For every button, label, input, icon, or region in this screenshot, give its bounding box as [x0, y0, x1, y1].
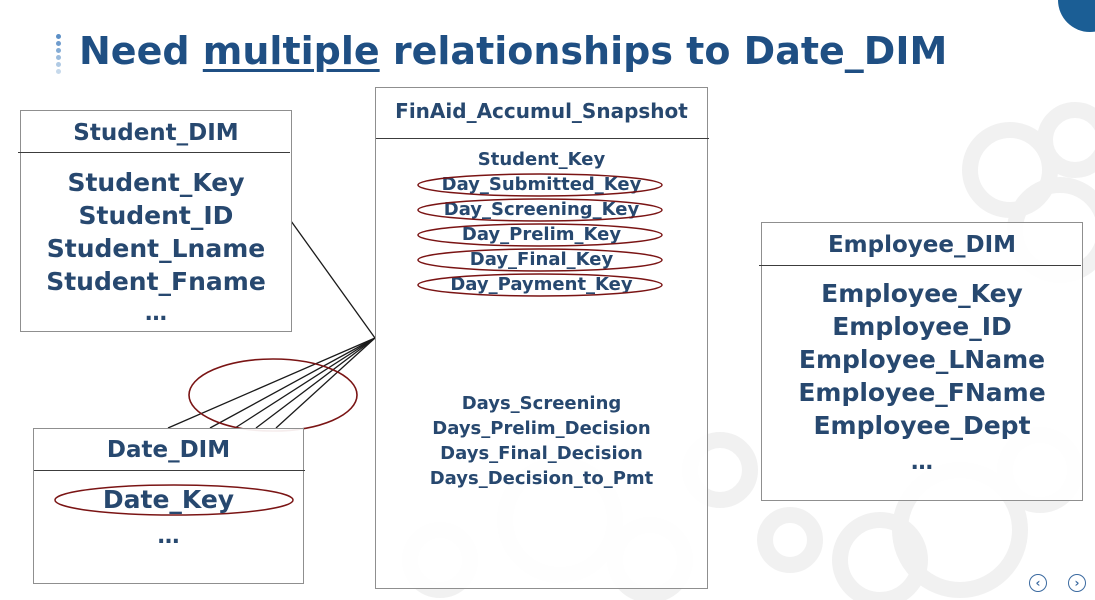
bullet-dots-icon	[54, 34, 64, 76]
key-highlights	[376, 88, 709, 318]
student-key-field: Student_Key	[67, 168, 245, 197]
employee-dim-title: Employee_DIM	[827, 232, 1017, 258]
date-relationship-line-2	[210, 338, 375, 428]
employee-more-ellipsis: …	[911, 450, 933, 475]
title-emphasis: multiple	[202, 29, 380, 73]
page-title	[79, 26, 947, 76]
student-dim-title: Student_DIM	[73, 120, 239, 146]
student-fname-field: Student_Fname	[46, 267, 266, 296]
finaid-day-prelim-key-field: Day_Prelim_Key	[461, 224, 622, 245]
student-lname-field: Student_Lname	[46, 234, 266, 263]
finaid-title: FinAid_Accumul_Snapshot	[395, 99, 688, 123]
date-dim-title: Date_DIM	[106, 437, 231, 463]
day-submitted-key-ellipse	[418, 174, 662, 196]
date-more-ellipsis: …	[157, 524, 180, 549]
date-key-ellipse	[55, 485, 293, 515]
day-prelim-key-ellipse	[418, 224, 662, 246]
finaid-day-submitted-key-field: Day_Submitted_Key	[441, 174, 642, 195]
title-suffix: relationships to Date_DIM	[379, 29, 948, 73]
finaid-day-payment-key-field: Day_Payment_Key	[450, 274, 633, 295]
date-relationship-line-3	[235, 338, 375, 428]
employee-dim-table	[761, 222, 1083, 501]
employee-lname-field: Employee_LName	[798, 345, 1046, 374]
finaid-accumul-snapshot-table	[375, 87, 708, 589]
date-key-field: Date_Key	[102, 485, 235, 514]
finaid-student-key-field: Student_Key	[477, 149, 606, 170]
student-id-field: Student_ID	[78, 201, 234, 230]
date-key-highlight	[34, 429, 305, 529]
employee-dept-field: Employee_Dept	[813, 411, 1031, 440]
title-prefix: Need	[79, 29, 203, 73]
right-arrow-icon[interactable]: ›	[1068, 574, 1086, 592]
student-more-ellipsis: …	[145, 301, 167, 326]
left-arrow-icon[interactable]: ‹	[1029, 574, 1047, 592]
relationships-highlight-ellipse	[189, 359, 357, 431]
finaid-day-screening-key-field: Day_Screening_Key	[443, 199, 640, 220]
finaid-days-final-decision-field: Days_Final_Decision	[440, 443, 643, 464]
date-relationship-line-4	[256, 338, 375, 428]
day-final-key-ellipse	[418, 249, 662, 271]
table-divider	[759, 265, 1081, 266]
finaid-days-screening-field: Days_Screening	[461, 393, 622, 414]
day-payment-key-ellipse	[418, 274, 662, 296]
employee-fname-field: Employee_FName	[798, 378, 1046, 407]
employee-id-field: Employee_ID	[832, 312, 1012, 341]
table-divider	[18, 152, 290, 153]
employee-key-field: Employee_Key	[821, 279, 1023, 308]
date-relationship-line-5	[276, 338, 375, 428]
finaid-days-prelim-decision-field: Days_Prelim_Decision	[432, 418, 651, 439]
student-relationship-line	[291, 221, 375, 338]
day-screening-key-ellipse	[418, 199, 662, 221]
student-dim-table	[20, 110, 292, 332]
date-dim-table	[33, 428, 304, 584]
finaid-days-decision-to-pmt-field: Days_Decision_to_Pmt	[429, 468, 654, 489]
finaid-day-final-key-field: Day_Final_Key	[469, 249, 614, 270]
